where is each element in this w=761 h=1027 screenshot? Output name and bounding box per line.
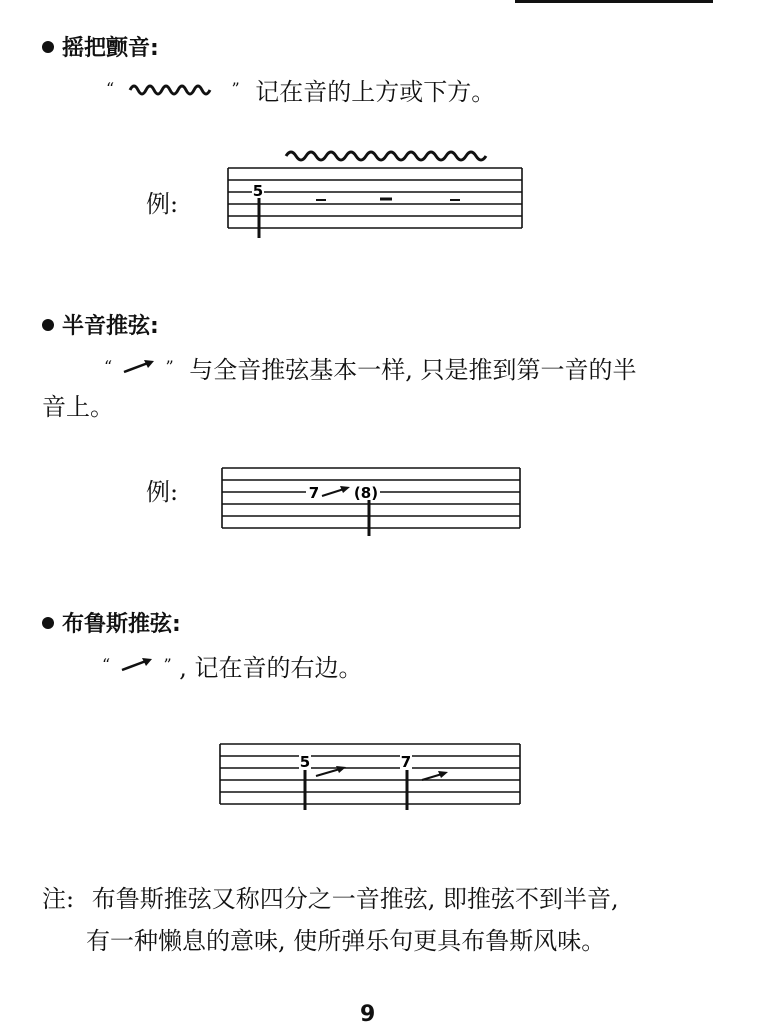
description-text: 记在音的上方或下方。 <box>255 78 496 106</box>
vibrato-symbol-icon <box>128 78 218 98</box>
section-title-text: 摇把颤音: <box>62 36 159 61</box>
bullet-icon <box>42 319 54 331</box>
whammy-vibrato-description <box>106 74 495 107</box>
quote-close: ” <box>165 357 174 376</box>
footnote-line2: 有一种懒息的意味, 使所弹乐句更具布鲁斯风味。 <box>86 927 606 955</box>
quote-close: ” <box>163 655 172 674</box>
header-rule <box>515 0 713 3</box>
half-bend-arrow-icon <box>122 358 156 376</box>
tab-note-8-target: (8) <box>353 484 379 502</box>
vibrato-line <box>286 152 486 160</box>
page-number: 9 <box>360 1002 376 1027</box>
half-step-bend-description-cont: 音上。 <box>42 393 114 421</box>
quarter-bend-arrow-icon <box>120 656 154 674</box>
description-text: , 记在音的右边。 <box>179 654 363 682</box>
tab-example-blues-bend <box>216 736 526 816</box>
section-title-whammy-vibrato <box>42 36 159 62</box>
quote-open: “ <box>104 357 113 376</box>
tab-note-7: 7 <box>400 753 412 771</box>
description-text: 与全音推弦基本一样, 只是推到第一音的半 <box>189 356 637 384</box>
blues-bend-description <box>102 650 363 683</box>
example-label: 例: <box>146 478 179 506</box>
tab-note-5: 5 <box>252 182 264 200</box>
quarter-bend-arrow <box>316 769 340 776</box>
half-step-bend-description <box>104 352 637 385</box>
quarter-bend-arrow-head <box>336 766 346 773</box>
bullet-icon <box>42 41 54 53</box>
bullet-icon <box>42 617 54 629</box>
section-title-blues-bend <box>42 612 181 638</box>
tab-example-whammy-vibrato <box>220 140 530 240</box>
quarter-bend-arrow <box>422 774 442 780</box>
section-title-half-step-bend <box>42 314 159 340</box>
footnote-line1 <box>42 884 619 914</box>
footnote-text: 布鲁斯推弦又称四分之一音推弦, 即推弦不到半音, <box>91 885 619 913</box>
tab-note-7: 7 <box>308 484 320 502</box>
example-label: 例: <box>146 190 179 218</box>
quote-open: “ <box>106 79 115 98</box>
section-title-text: 半音推弦: <box>62 314 159 339</box>
quote-close: ” <box>231 79 240 98</box>
quarter-bend-arrow-head <box>438 771 448 778</box>
tab-staff <box>228 168 522 228</box>
tab-staff <box>220 744 520 804</box>
section-title-text: 布鲁斯推弦: <box>62 612 181 637</box>
quote-open: “ <box>102 655 111 674</box>
footnote-label: 注: <box>42 885 75 913</box>
tab-note-5: 5 <box>299 753 311 771</box>
tab-example-half-step-bend <box>218 460 528 540</box>
